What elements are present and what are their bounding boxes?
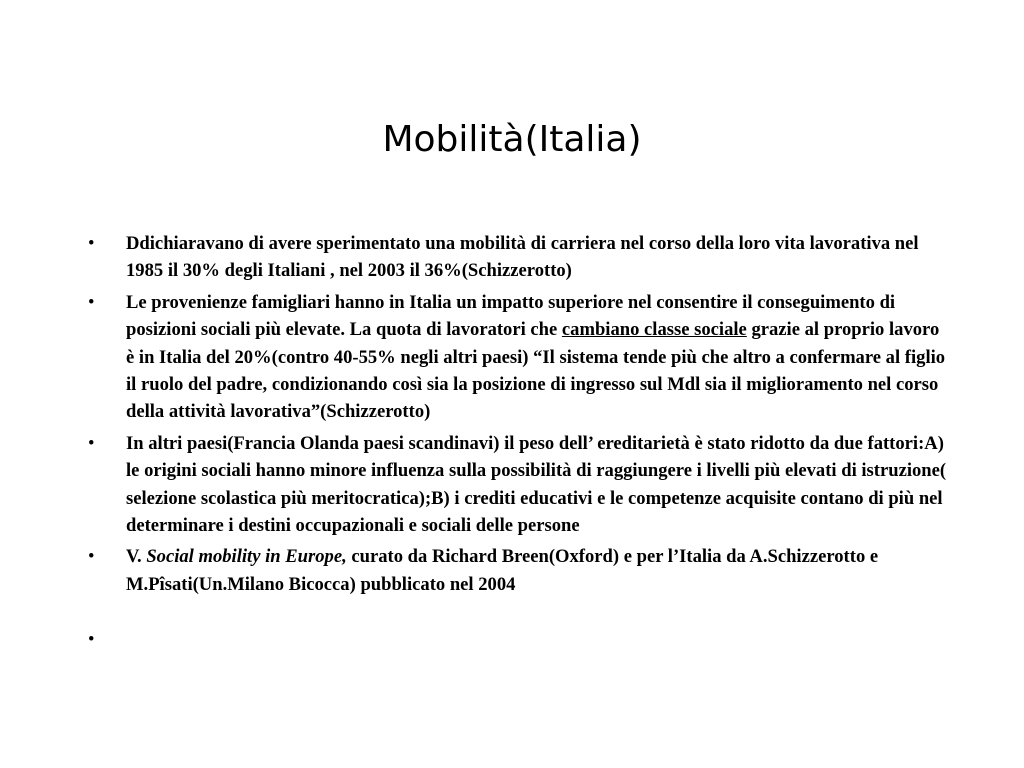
bullet-item-2 <box>88 289 948 426</box>
book-title: Social mobility in Europe, <box>146 546 347 568</box>
bullet-text-after: grazie al proprio lavoro è in Italia del 20%(contro 40-55% negli altri paesi) “Il sistema tende più che altro a confermare al figlio il ruolo del padre, condizionando così sia la posizione di ingresso sul Mdl sia il miglioramento nel corso della attività lavorativa”(Schizzerotto) <box>126 319 946 423</box>
bullet-list <box>88 230 948 657</box>
slide-title: Mobilità(Italia) <box>382 119 642 160</box>
bullet-icon: • <box>88 291 95 313</box>
bullet-item-3 <box>88 430 948 540</box>
bullet-icon: • <box>88 432 95 454</box>
bullet-text: Ddichiaravano di avere sperimentato una mobilità di carriera nel corso della loro vita lavorativa nel 1985 il 30% degli Italiani , nel 2003 il 36%(Schizzerotto) <box>126 233 919 282</box>
bullet-text: In altri paesi(Francia Olanda paesi scandinavi) il peso dell’ ereditarietà è stato ridotto da due fattori:A) le origini sociali hanno minore influenza sulla possibilità di raggiungere i livelli più elevati di istruzione( selezione scolastica più meritocratica);B) i crediti educativi e le competenze acquisite contano di più nel determinare i destini occupazionali e sociali delle persone <box>126 432 947 537</box>
bullet-item-1 <box>88 230 948 285</box>
bullet-item-4 <box>88 543 948 598</box>
bullet-prefix: V. <box>126 546 147 568</box>
bullet-icon: • <box>88 546 95 568</box>
bullet-icon: • <box>88 629 95 651</box>
bullet-text-after: curato da Richard Breen(Oxford) e per l’Italia da A.Schizzerotto e M.Pîsati(Un.Milano Bicocca) pubblicato nel 2004 <box>126 546 879 595</box>
underlined-phrase: cambiano classe sociale <box>561 319 747 341</box>
bullet-text-before: Le provenienze famigliari hanno in Italia un impatto superiore nel consentire il conseguimento di posizioni sociali più elevate. La quota di lavoratori che <box>126 291 896 341</box>
bullet-item-empty <box>88 626 948 653</box>
bullet-icon: • <box>88 233 95 254</box>
